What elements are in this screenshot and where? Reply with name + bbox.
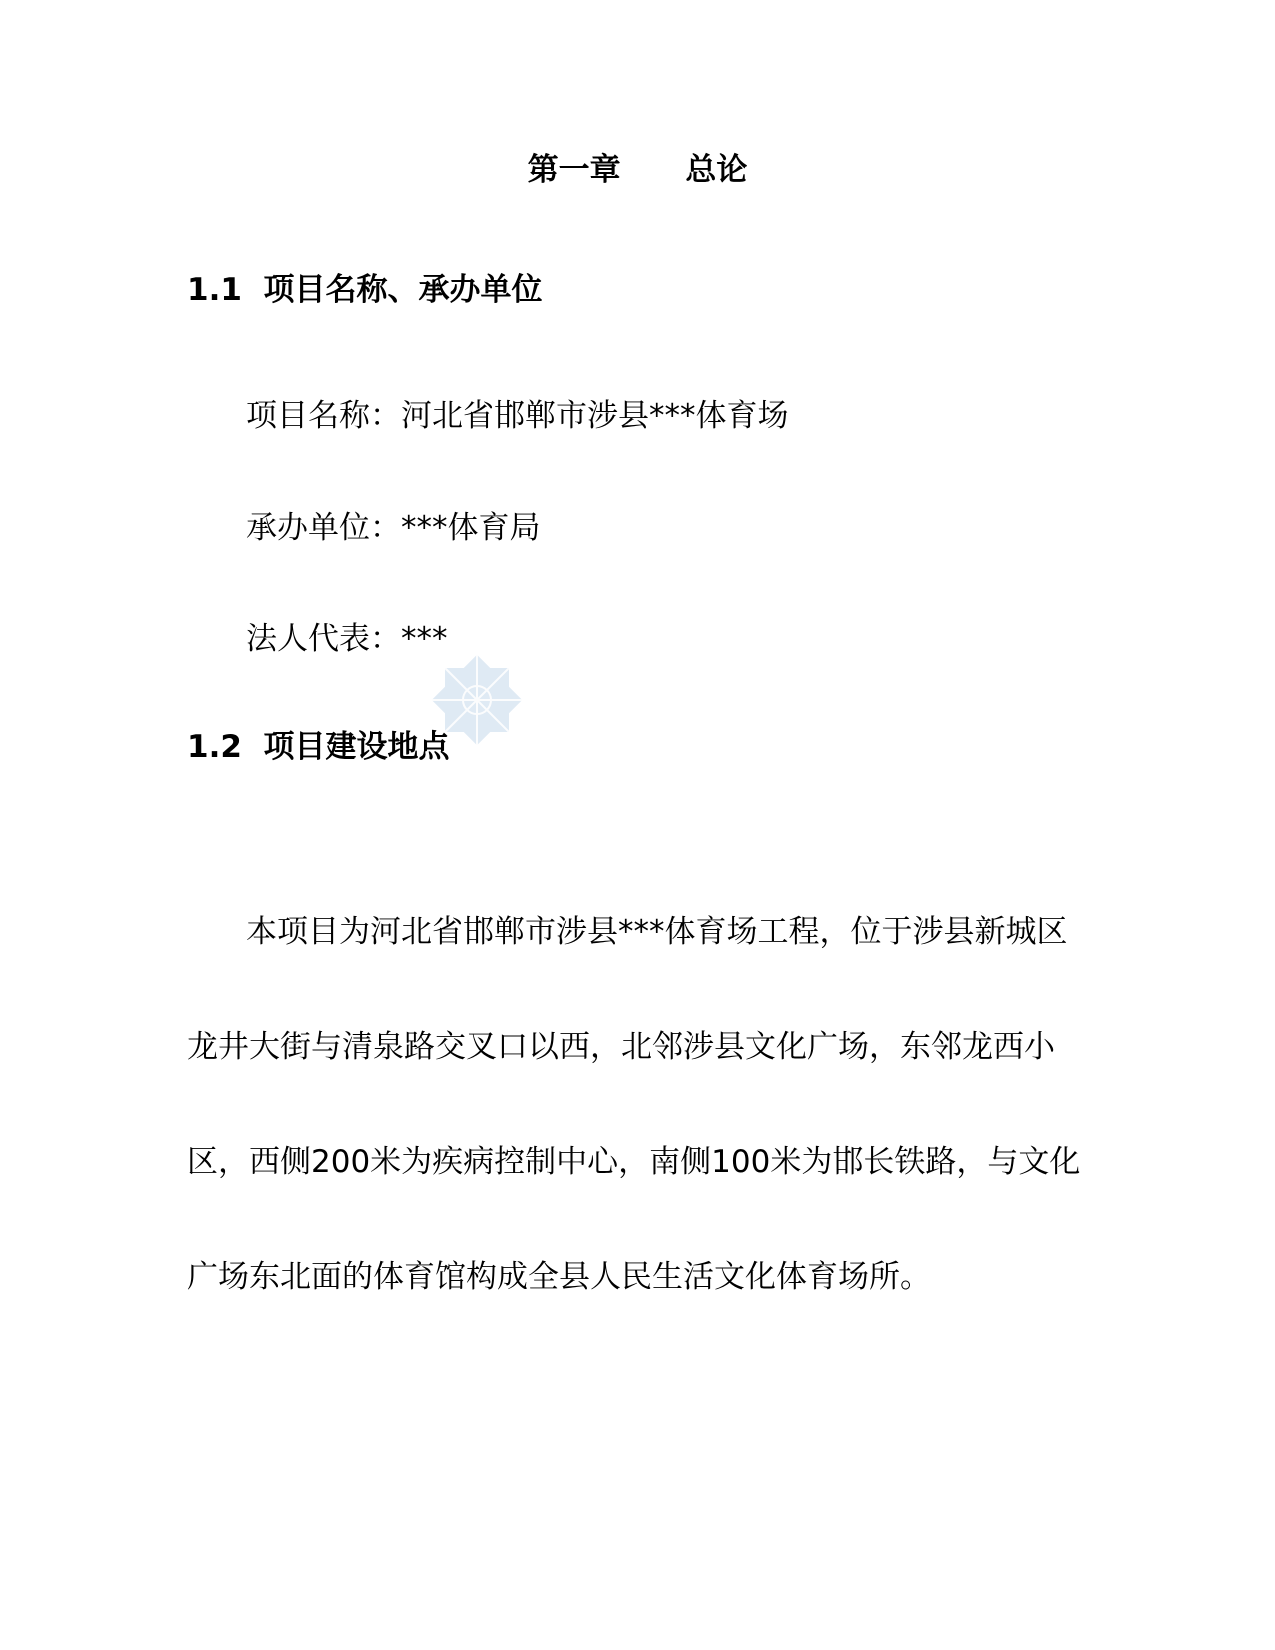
- field-organizer: [246, 508, 541, 548]
- field-project-name: [246, 396, 789, 436]
- field-value: ***体育局: [401, 510, 541, 546]
- chapter-title: 第一章 总论: [527, 152, 748, 188]
- section-heading-1-2: 1.2 项目建设地点: [187, 729, 450, 765]
- field-value: ***: [401, 621, 448, 657]
- field-label: 承办单位：: [246, 510, 401, 546]
- location-paragraph: 本项目为河北省邯郸市涉县***体育场工程，位于涉县新城区龙井大街与清泉路交叉口以西，北邻涉县文化广场，东邻龙西小区，西侧200米为疾病控制中心，南侧100米为邯长铁路，与文化广场东北面的体育馆构成全县人民生活文化体育场所。: [187, 914, 1081, 1295]
- field-label: 项目名称：: [246, 398, 401, 434]
- field-label: 法人代表：: [246, 621, 401, 657]
- field-value: 河北省邯郸市涉县***体育场: [401, 398, 789, 434]
- section-heading-1-1: 1.1 项目名称、承办单位: [187, 272, 543, 308]
